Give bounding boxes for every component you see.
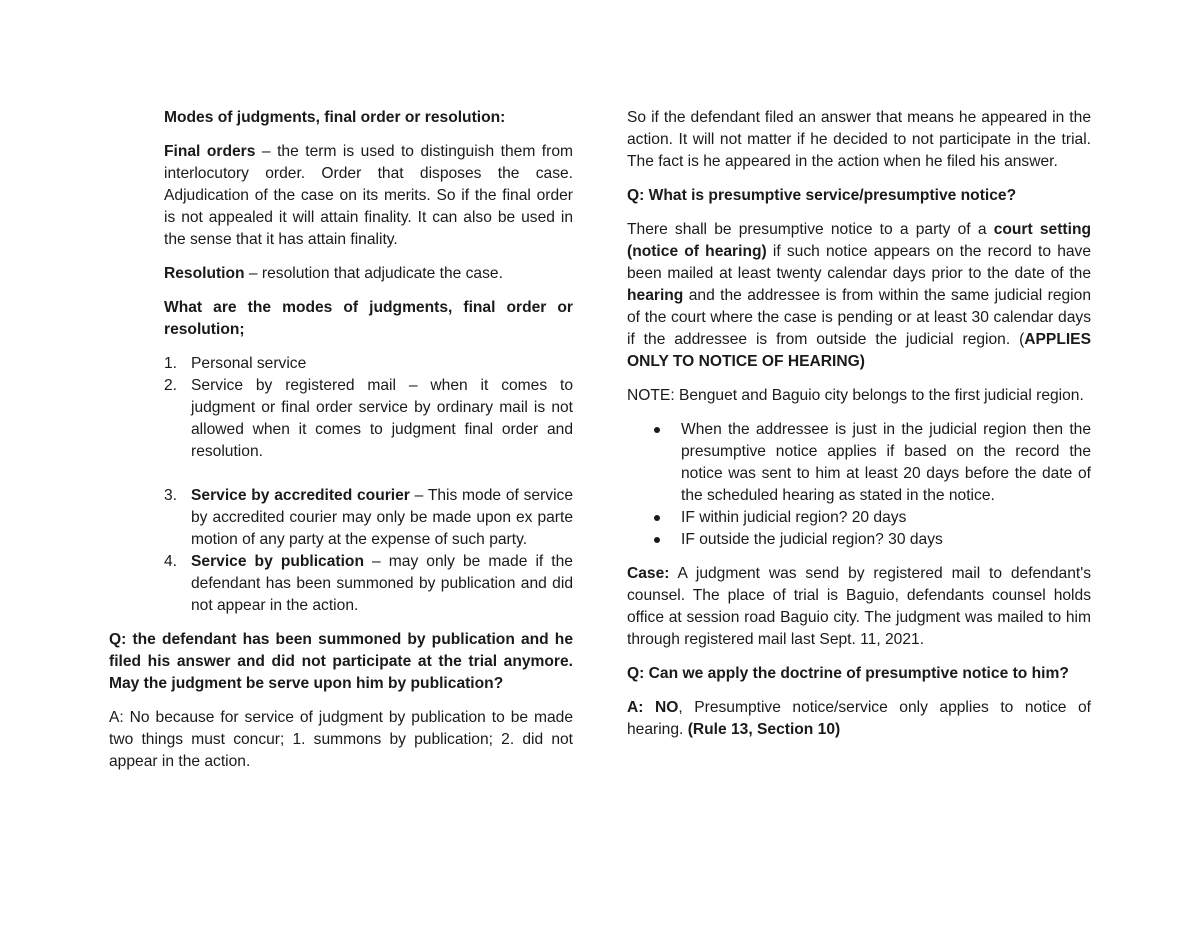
bullet-icon	[654, 427, 660, 433]
left-column	[109, 107, 573, 785]
presumptive-bold-1: court setting (notice of hearing)	[627, 221, 1091, 260]
presumptive-text-2: if such notice appears on the record to have been mailed at least twenty calendar days prior to the date of the	[627, 243, 1092, 282]
list-text: When the addressee is just in the judicial region then the presumptive notice applies if based on the record the notice was sent to him at least 20 days before the date of the scheduled hearing as stated in the notice.	[681, 421, 1091, 504]
answer-reference: (Rule 13, Section 10)	[687, 721, 841, 738]
presumptive-bold-3: APPLIES ONLY TO NOTICE OF HEARING)	[627, 331, 1091, 370]
list-number: 3.	[164, 487, 178, 504]
list-number: 1.	[164, 355, 178, 372]
bullet-list	[653, 419, 1091, 551]
doctrine-answer	[627, 697, 1091, 741]
case-text: A judgment was send by registered mail to defendant's counsel. The place of trial is Baguio, defendants counsel holds office at session road Baguio city. The judgment was mailed to him through registered mail last Sept. 11, 2021.	[627, 565, 1091, 648]
list-text: – This mode of service by accredited courier may only be made upon ex parte motion of any party at the expense of such party.	[191, 487, 574, 548]
publication-question: Q: the defendant has been summoned by publication and he filed his answer and did not participate at the trial anymore. May the judgment be serve upon him by publication?	[109, 631, 573, 692]
list-item	[653, 529, 1091, 551]
intro-paragraph: So if the defendant filed an answer that means he appeared in the action. It will not matter if he decided to not participate in the trial. The fact is he appeared in the action when he filed his answer.	[627, 109, 1091, 170]
list-number: 4.	[164, 553, 178, 570]
final-orders-term: Final orders	[164, 143, 256, 160]
modes-question: What are the modes of judgments, final order or resolution;	[164, 299, 573, 338]
presumptive-question: Q: What is presumptive service/presumptive notice?	[627, 187, 1017, 204]
list-text: – may only be made if the defendant has been summoned by publication and did not appear in the action.	[191, 553, 573, 614]
doctrine-question: Q: Can we apply the doctrine of presumptive notice to him?	[627, 665, 1069, 682]
answer-text: , Presumptive notice/service only applies to notice of hearing.	[627, 699, 1091, 738]
list-text: IF within judicial region? 20 days	[681, 509, 907, 526]
note-paragraph: NOTE: Benguet and Baguio city belongs to the first judicial region.	[627, 387, 1084, 404]
list-item	[653, 507, 1091, 529]
bullet-icon	[654, 515, 660, 521]
modes-list	[164, 353, 573, 617]
list-term: Service by accredited courier	[191, 487, 410, 504]
list-text: IF outside the judicial region? 30 days	[681, 531, 943, 548]
answer-label: A: NO	[627, 699, 679, 716]
publication-answer: A: No because for service of judgment by publication to be made two things must concur; 1. summons by publication; 2. did not appear in the action.	[109, 709, 573, 770]
case-label: Case:	[627, 565, 670, 582]
resolution-term: Resolution	[164, 265, 245, 282]
case-paragraph	[627, 563, 1091, 651]
final-orders-text: – the term is used to distinguish them from interlocutory order. Order that disposes the case. Adjudication of the case on its merits. So if the final order is not appealed it will attain finality. It can also be used in the sense that it has attain finality.	[164, 143, 573, 248]
bullet-icon	[654, 537, 660, 543]
list-item	[164, 353, 573, 375]
presumptive-bold-2: hearing	[627, 287, 684, 304]
right-column	[627, 107, 1091, 753]
list-item	[164, 485, 573, 551]
list-text: Service by registered mail – when it comes to judgment or final order service by ordinary mail is not allowed when it comes to judgment final order and resolution.	[191, 377, 573, 460]
list-text: Personal service	[191, 355, 307, 372]
section-heading: Modes of judgments, final order or resolution:	[164, 109, 506, 126]
presumptive-text-3: and the addressee is from within the same judicial region of the court where the case is pending or at least 30 calendar days if the addressee is from outside the judicial region. (	[627, 287, 1091, 348]
list-term: Service by publication	[191, 553, 364, 570]
resolution-paragraph	[164, 263, 573, 285]
final-orders-paragraph	[164, 141, 573, 251]
list-item	[653, 419, 1091, 507]
presumptive-paragraph	[627, 219, 1091, 373]
list-item	[164, 551, 573, 617]
list-item	[164, 375, 573, 463]
list-number: 2.	[164, 377, 178, 394]
resolution-text: – resolution that adjudicate the case.	[244, 265, 503, 282]
presumptive-text-1: There shall be presumptive notice to a party of a	[627, 221, 994, 238]
